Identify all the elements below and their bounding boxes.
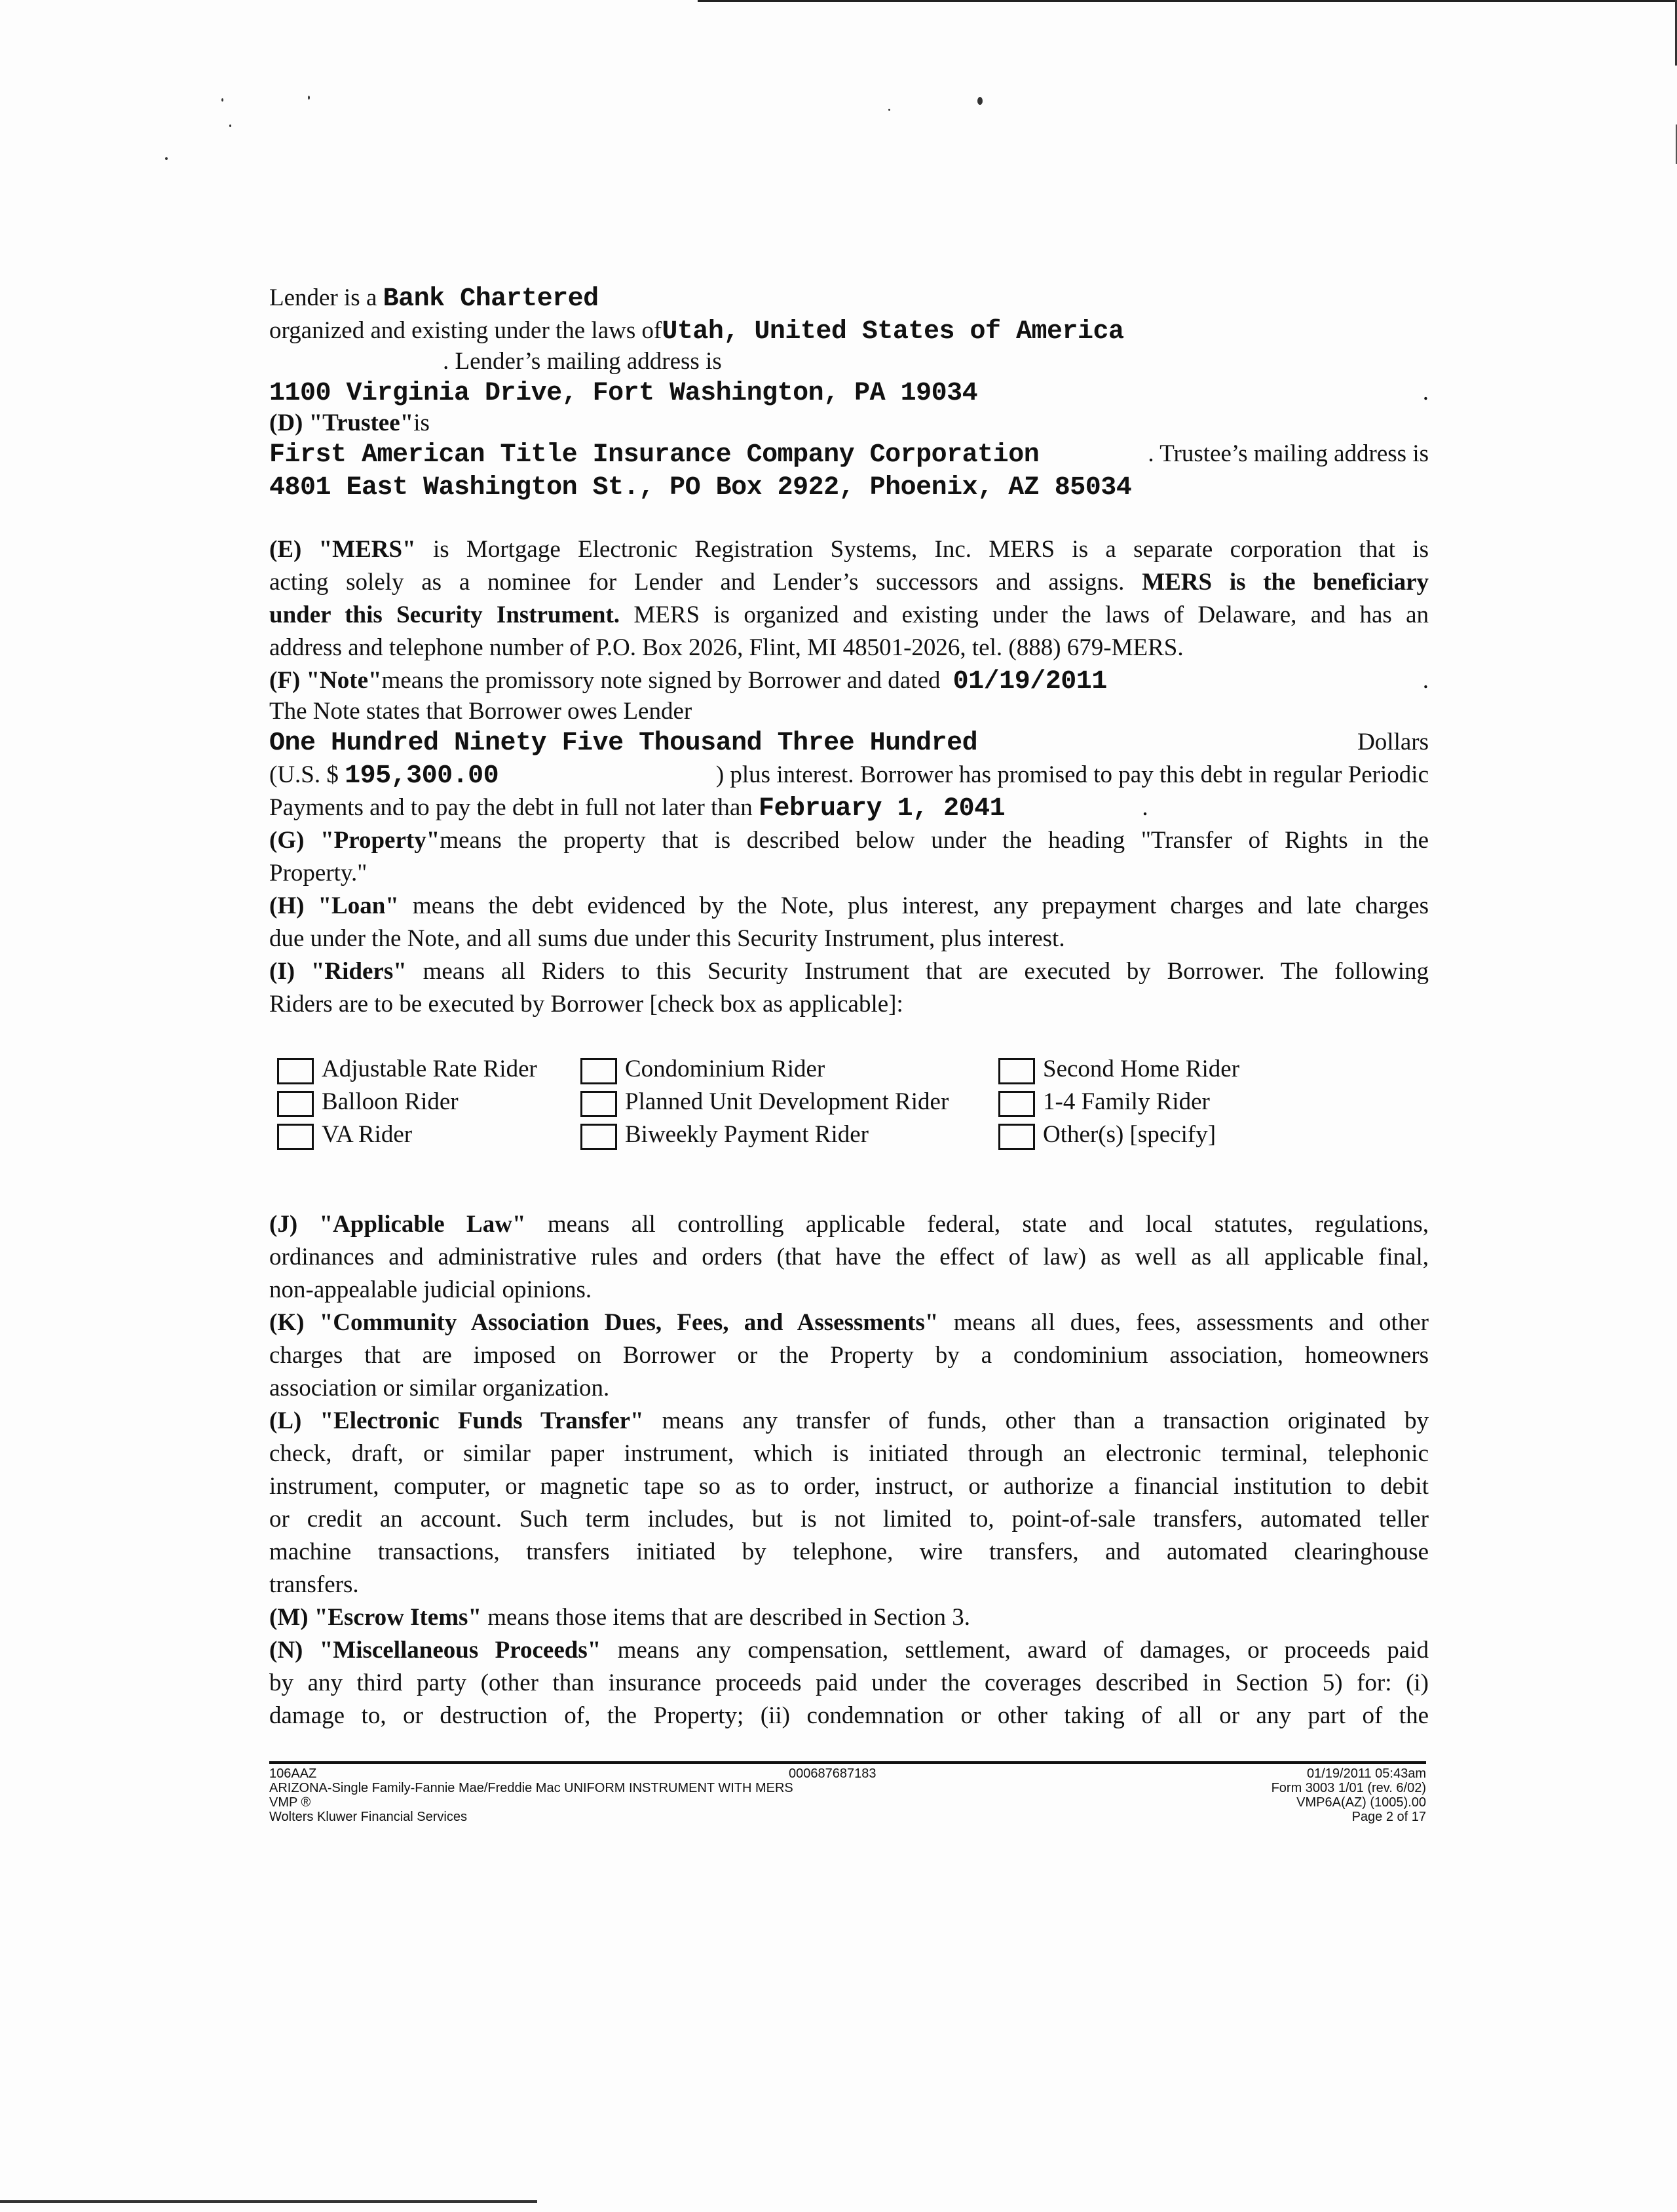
checkbox[interactable] xyxy=(998,1058,1035,1084)
mers-line-1 xyxy=(269,533,1429,566)
loan-amount: 195,300.00 xyxy=(345,761,499,791)
mers-line-4 xyxy=(269,632,1429,664)
footer-left xyxy=(269,1766,793,1824)
riders-text: means all Riders to this Security Instrument that are executed by Borrower. The following xyxy=(406,958,1429,985)
community-line-1 xyxy=(269,1306,1429,1339)
note-maturity-line xyxy=(269,791,1429,824)
rider-label: Second Home Rider xyxy=(1043,1056,1240,1082)
applicable-law-line-2 xyxy=(269,1241,1429,1274)
plus-interest-text: ) plus interest. Borrower has promised to pay this debt in regular Periodic xyxy=(715,761,1429,788)
loan-line-1 xyxy=(269,890,1429,923)
loan-text: means the debt evidenced by the Note, plus interest, any prepayment charges and late charges xyxy=(398,892,1429,919)
vmp-form-code: VMP6A(AZ) (1005).00 xyxy=(1296,1795,1426,1810)
misc-proceeds-line-3 xyxy=(269,1700,1429,1732)
lender-mailing-label: . Lender’s mailing address is xyxy=(443,348,722,375)
misc-proceeds-label: (N) "Miscellaneous Proceeds" xyxy=(269,1637,601,1664)
document-body xyxy=(269,282,1429,1732)
eft-line-3 xyxy=(269,1470,1429,1503)
misc-proceeds-text: means any compensation, settlement, award of damages, or proceeds paid xyxy=(601,1637,1429,1664)
note-owes: The Note states that Borrower owes Lender xyxy=(269,698,692,725)
scan-speck xyxy=(165,157,168,160)
checkbox[interactable] xyxy=(998,1124,1035,1150)
lender-jurisdiction-label: organized and existing under the laws of xyxy=(269,317,662,344)
lender-jurisdiction: Utah, United States of America xyxy=(662,317,1124,347)
payments-text: Payments and to pay the debt in full not later than xyxy=(269,794,753,821)
trustee-mailing-label: . Trustee’s mailing address is xyxy=(1148,440,1429,467)
mers-text: is Mortgage Electronic Registration Systems, Inc. MERS is a separate corporation that is xyxy=(415,536,1429,563)
rider-label: Adjustable Rate Rider xyxy=(322,1056,537,1082)
rider-label: Biweekly Payment Rider xyxy=(625,1121,869,1148)
misc-proceeds-line-2 xyxy=(269,1667,1429,1700)
mers-text: MERS is organized and existing under the laws of Delaware, and has an xyxy=(620,601,1429,628)
rider-label: VA Rider xyxy=(322,1121,413,1148)
eft-line-1 xyxy=(269,1405,1429,1438)
checkbox[interactable] xyxy=(580,1058,617,1084)
property-line-1 xyxy=(269,824,1429,857)
eft-text: instrument, computer, or magnetic tape so as to order, instruct, or authorize a financial institution to debit xyxy=(269,1473,1429,1500)
rider-second-home[interactable] xyxy=(998,1054,1239,1085)
community-label: (K) "Community Association Dues, Fees, and Assessments" xyxy=(269,1309,939,1336)
publisher: Wolters Kluwer Financial Services xyxy=(269,1810,467,1824)
community-text: means all dues, fees, assessments and other xyxy=(938,1309,1429,1336)
page-number: Page 2 of 17 xyxy=(1351,1810,1426,1824)
scan-edge-bottom xyxy=(0,2200,537,2203)
rider-biweekly[interactable] xyxy=(580,1119,869,1151)
lender-label: Lender is a xyxy=(269,284,377,311)
rider-balloon[interactable] xyxy=(277,1086,459,1118)
us-prefix: (U.S. $ xyxy=(269,761,339,788)
checkbox[interactable] xyxy=(277,1091,314,1117)
eft-text: check, draft, or similar paper instrument, which is initiated through an electronic terminal, telephonic xyxy=(269,1440,1429,1467)
eft-line-6 xyxy=(269,1569,1429,1601)
mers-line-3 xyxy=(269,599,1429,632)
rider-va[interactable] xyxy=(277,1119,412,1151)
scan-speck xyxy=(977,97,983,105)
mers-label: (E) "MERS" xyxy=(269,536,416,563)
note-end: . xyxy=(1422,667,1429,694)
mers-text-bold: under this Security Instrument. xyxy=(269,601,620,628)
mers-line-2 xyxy=(269,566,1429,599)
scan-speck xyxy=(229,124,231,127)
eft-text: machine transactions, transfers initiated by telephone, wire transfers, and automated clearinghouse xyxy=(269,1538,1429,1565)
mers-text: address and telephone number of P.O. Box 2026, Flint, MI 48501-2026, tel. (888) 679-MERS. xyxy=(269,634,1184,661)
lender-address-end: . xyxy=(1422,379,1429,406)
applicable-law-line-3 xyxy=(269,1274,1429,1306)
eft-text: or credit an account. Such term includes, but is not limited to, point-of-sale transfers, automated teller xyxy=(269,1506,1429,1533)
trustee-heading-suffix: is xyxy=(413,410,430,436)
community-text: association or similar organization. xyxy=(269,1375,610,1402)
rider-adjustable-rate[interactable] xyxy=(277,1054,537,1085)
eft-text: transfers. xyxy=(269,1571,359,1598)
lender-address: 1100 Virginia Drive, Fort Washington, PA 19034 xyxy=(269,379,978,408)
applicable-law-label: (J) "Applicable Law" xyxy=(269,1211,526,1238)
lender-jurisdiction-line xyxy=(269,315,1429,347)
riders-line-2 xyxy=(269,988,1429,1021)
checkbox[interactable] xyxy=(277,1124,314,1150)
rider-label: Other(s) [specify] xyxy=(1043,1121,1216,1148)
form-footer xyxy=(269,1761,1426,1824)
trustee-address-line xyxy=(269,470,1429,503)
trustee-heading: (D) "Trustee" xyxy=(269,410,414,436)
property-text: Property." xyxy=(269,860,367,887)
lender-type: Bank Chartered xyxy=(383,284,599,314)
misc-proceeds-line-1 xyxy=(269,1634,1429,1667)
riders-checklist xyxy=(269,1054,1429,1152)
loan-label: (H) "Loan" xyxy=(269,892,399,919)
rider-label: Planned Unit Development Rider xyxy=(625,1088,949,1115)
form-title: ARIZONA-Single Family-Fannie Mae/Freddie Mac UNIFORM INSTRUMENT WITH MERS xyxy=(269,1781,793,1795)
applicable-law-text: non-appealable judicial opinions. xyxy=(269,1276,592,1303)
escrow-line xyxy=(269,1601,1429,1634)
applicable-law-text: ordinances and administrative rules and orders (that have the effect of law) as well as all applicable final, xyxy=(269,1244,1429,1270)
escrow-text: means those items that are described in Section 3. xyxy=(481,1604,970,1631)
amount-in-words: One Hundred Ninety Five Thousand Three Hundred xyxy=(269,729,978,758)
print-timestamp: 01/19/2011 05:43am xyxy=(1306,1766,1426,1781)
riders-line-1 xyxy=(269,955,1429,988)
rider-label: Balloon Rider xyxy=(322,1088,459,1115)
eft-text: means any transfer of funds, other than a transaction originated by xyxy=(643,1407,1429,1434)
vmp-mark: VMP ® xyxy=(269,1795,311,1810)
eft-line-2 xyxy=(269,1438,1429,1470)
community-line-3 xyxy=(269,1372,1429,1405)
note-date: 01/19/2011 xyxy=(952,667,1107,696)
community-line-2 xyxy=(269,1339,1429,1372)
mers-beneficiary: MERS is the beneficiary xyxy=(1142,569,1429,596)
note-text: means the promissory note signed by Borrower and dated xyxy=(381,667,941,694)
property-text: means the property that is described below under the heading "Transfer of Rights in the xyxy=(440,827,1429,854)
footer-center xyxy=(789,1766,876,1781)
misc-proceeds-text: by any third party (other than insurance proceeds paid under the coverages described in Section 5) for: (i) xyxy=(269,1669,1429,1696)
lender-address-line xyxy=(269,376,1429,409)
form-number: Form 3003 1/01 (rev. 6/02) xyxy=(1271,1781,1426,1795)
scan-speck xyxy=(221,98,223,102)
rider-label: 1-4 Family Rider xyxy=(1043,1088,1210,1115)
rider-1-4-family[interactable] xyxy=(998,1086,1210,1118)
rider-condominium[interactable] xyxy=(580,1054,825,1085)
maturity-date: February 1, 2041 xyxy=(759,794,1006,824)
maturity-end: . xyxy=(1142,794,1148,821)
checkbox[interactable] xyxy=(277,1058,314,1084)
checkbox[interactable] xyxy=(580,1124,617,1150)
scan-speck xyxy=(308,96,310,100)
checkbox[interactable] xyxy=(580,1091,617,1117)
misc-proceeds-text: damage to, or destruction of, the Property; (ii) condemnation or other taking of all or any part of the xyxy=(269,1702,1429,1729)
lender-mailing-label-line xyxy=(269,347,1429,376)
checkbox[interactable] xyxy=(998,1091,1035,1117)
note-label: (F) "Note" xyxy=(269,667,382,694)
riders-label: (I) "Riders" xyxy=(269,958,407,985)
property-label: (G) "Property" xyxy=(269,827,440,854)
loan-line-2 xyxy=(269,923,1429,955)
riders-text: Riders are to be executed by Borrower [check box as applicable]: xyxy=(269,991,903,1018)
eft-line-4 xyxy=(269,1503,1429,1536)
loan-text: due under the Note, and all sums due under this Security Instrument, plus interest. xyxy=(269,925,1065,952)
property-line-2 xyxy=(269,857,1429,890)
trustee-name: First American Title Insurance Company Corporation xyxy=(269,440,1040,470)
dollars-label: Dollars xyxy=(1357,729,1429,755)
mers-text: acting solely as a nominee for Lender and Lender’s successors and assigns. xyxy=(269,569,1125,596)
applicable-law-line-1 xyxy=(269,1208,1429,1241)
form-code: 106AAZ xyxy=(269,1766,317,1781)
trustee-address: 4801 East Washington St., PO Box 2922, Phoenix, AZ 85034 xyxy=(269,473,1132,503)
footer-rule xyxy=(269,1761,1426,1764)
note-line xyxy=(269,664,1429,697)
rider-other[interactable] xyxy=(998,1119,1216,1151)
lender-type-line xyxy=(269,282,1429,315)
note-amount-line xyxy=(269,759,1429,791)
escrow-label: (M) "Escrow Items" xyxy=(269,1604,481,1631)
loan-number: 000687687183 xyxy=(789,1766,876,1781)
eft-line-5 xyxy=(269,1536,1429,1569)
applicable-law-text: means all controlling applicable federal, state and local statutes, regulations, xyxy=(525,1211,1429,1238)
scan-speck xyxy=(888,109,890,111)
scan-edge-top xyxy=(698,0,1677,2)
community-text: charges that are imposed on Borrower or the Property by a condominium association, homeowners xyxy=(269,1342,1429,1369)
rider-label: Condominium Rider xyxy=(625,1056,825,1082)
trustee-heading-line xyxy=(269,409,1429,438)
note-amount-words-line xyxy=(269,726,1429,759)
footer-right xyxy=(1272,1766,1426,1824)
note-owes-line xyxy=(269,697,1429,726)
trustee-name-line xyxy=(269,438,1429,470)
eft-label: (L) "Electronic Funds Transfer" xyxy=(269,1407,644,1434)
rider-pud[interactable] xyxy=(580,1086,949,1118)
